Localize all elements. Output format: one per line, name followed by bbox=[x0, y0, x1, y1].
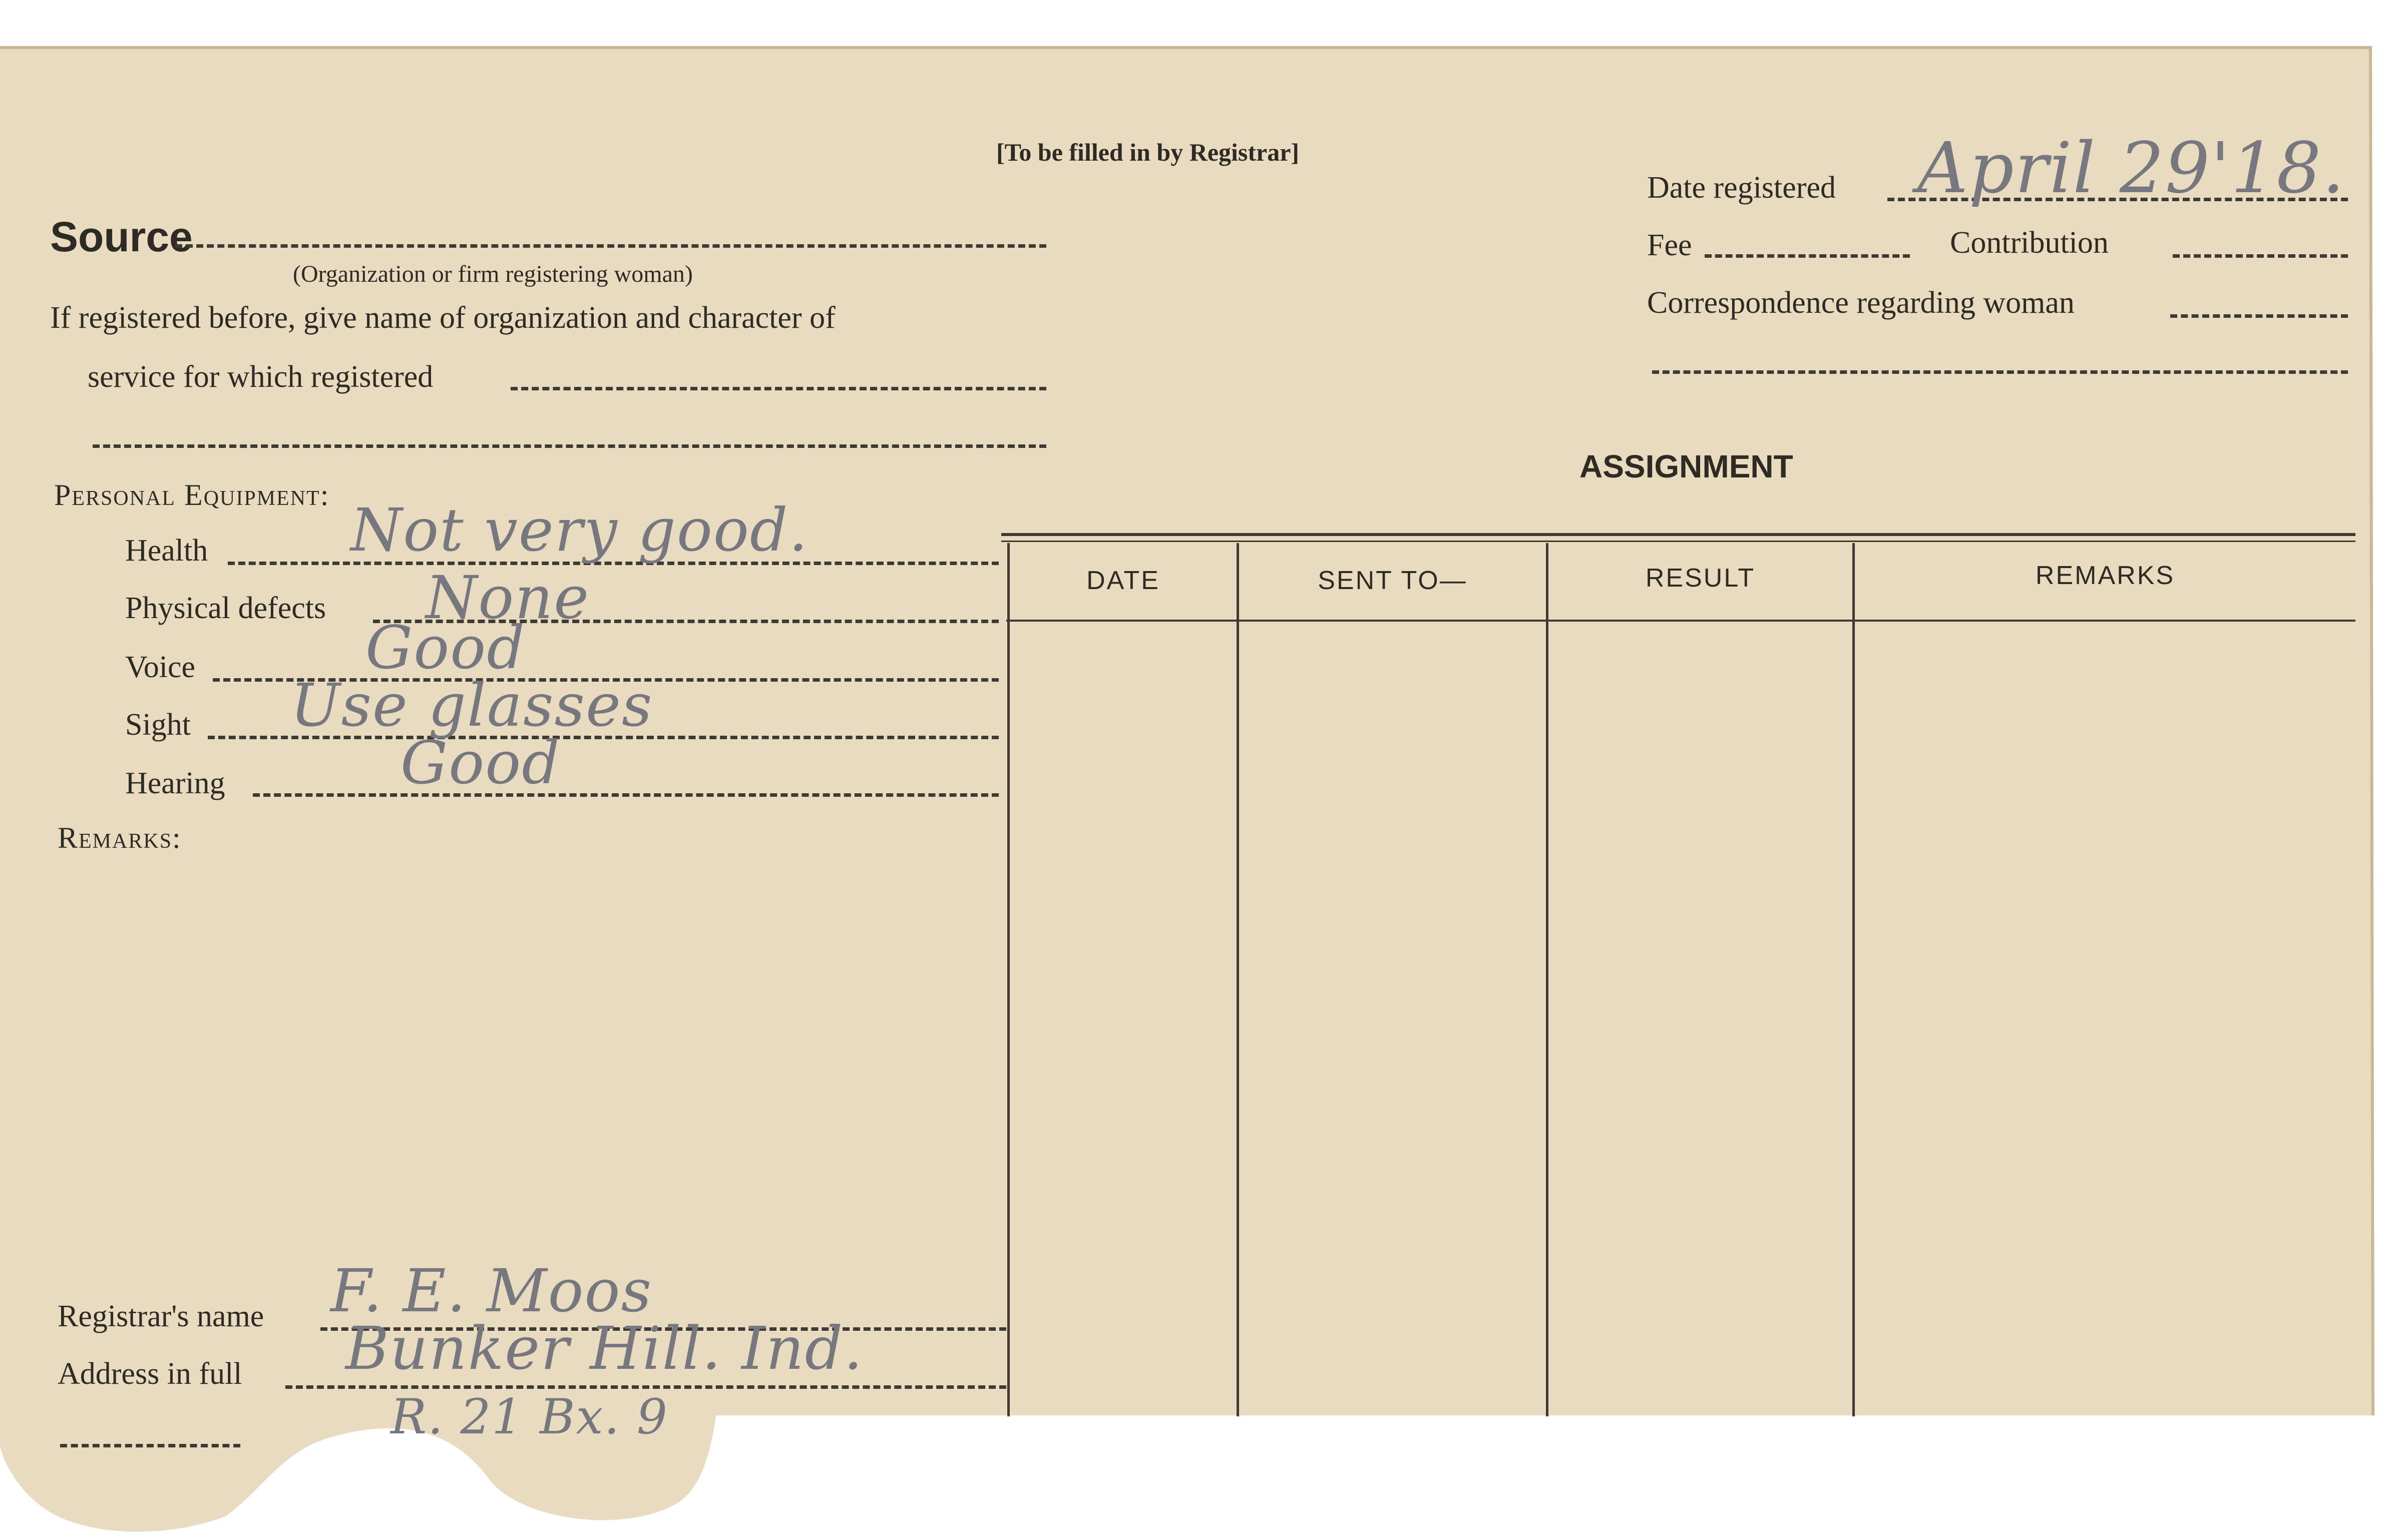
service-line bbox=[511, 387, 1046, 390]
contribution-line bbox=[2173, 254, 2348, 258]
voice-label: Voice bbox=[125, 650, 196, 684]
address-line bbox=[285, 1385, 1006, 1389]
assignment-title: ASSIGNMENT bbox=[1579, 448, 1793, 484]
source-subnote: (Organization or firm registering woman) bbox=[293, 261, 693, 287]
correspondence-line bbox=[2170, 314, 2348, 318]
voice-value: Good bbox=[365, 613, 526, 682]
assignment-top-rule-2 bbox=[1001, 541, 2355, 542]
remarks-label: Remarks: bbox=[58, 821, 182, 854]
physical-defects-value: None bbox=[426, 563, 590, 632]
column-header-date: DATE bbox=[1086, 566, 1160, 595]
assignment-top-rule bbox=[1001, 533, 2355, 536]
column-divider-1 bbox=[1237, 543, 1239, 1416]
contribution-label: Contribution bbox=[1950, 226, 2109, 260]
address-extra-line bbox=[60, 1444, 240, 1447]
health-value: Not very good. bbox=[350, 495, 809, 565]
address-value-line2: R. 21 Bx. 9 bbox=[390, 1389, 668, 1445]
personal-equipment-heading: Personal Equipment: bbox=[54, 478, 330, 511]
fee-label: Fee bbox=[1647, 228, 1692, 262]
service-registered-label: service for which registered bbox=[88, 360, 434, 394]
column-divider-0 bbox=[1007, 543, 1010, 1416]
date-registered-label: Date registered bbox=[1647, 171, 1836, 205]
column-divider-2 bbox=[1546, 543, 1548, 1416]
address-value-line1: Bunker Hill. Ind. bbox=[345, 1314, 864, 1383]
registrar-name-label: Registrar's name bbox=[58, 1299, 264, 1333]
registered-before-question: If registered before, give name of organization and character of bbox=[50, 301, 836, 335]
registrar-note: [To be filled in by Registrar] bbox=[996, 138, 1300, 166]
source-line bbox=[175, 244, 1046, 248]
hearing-value: Good bbox=[401, 728, 561, 797]
physical-defects-label: Physical defects bbox=[125, 591, 326, 625]
source-label: Source bbox=[50, 213, 193, 260]
column-header-sent-to: SENT TO— bbox=[1318, 566, 1467, 595]
health-label: Health bbox=[125, 534, 208, 568]
column-header-remarks: REMARKS bbox=[2035, 561, 2175, 590]
service-extra-line bbox=[93, 444, 1046, 448]
sight-label: Sight bbox=[125, 708, 191, 742]
fee-line bbox=[1705, 254, 1910, 258]
correspondence-label: Correspondence regarding woman bbox=[1647, 286, 2075, 320]
sight-value: Use glasses bbox=[290, 671, 653, 740]
date-registered-value: April 29'18. bbox=[1917, 128, 2345, 209]
assignment-header-rule bbox=[1006, 620, 2355, 622]
hearing-label: Hearing bbox=[125, 766, 225, 800]
address-label: Address in full bbox=[58, 1357, 242, 1391]
correspondence-extra-line bbox=[1652, 370, 2348, 374]
column-divider-3 bbox=[1852, 543, 1855, 1416]
registrar-name-value: F. E. Moos bbox=[330, 1256, 653, 1325]
hearing-line bbox=[253, 793, 999, 797]
column-header-result: RESULT bbox=[1645, 564, 1756, 593]
